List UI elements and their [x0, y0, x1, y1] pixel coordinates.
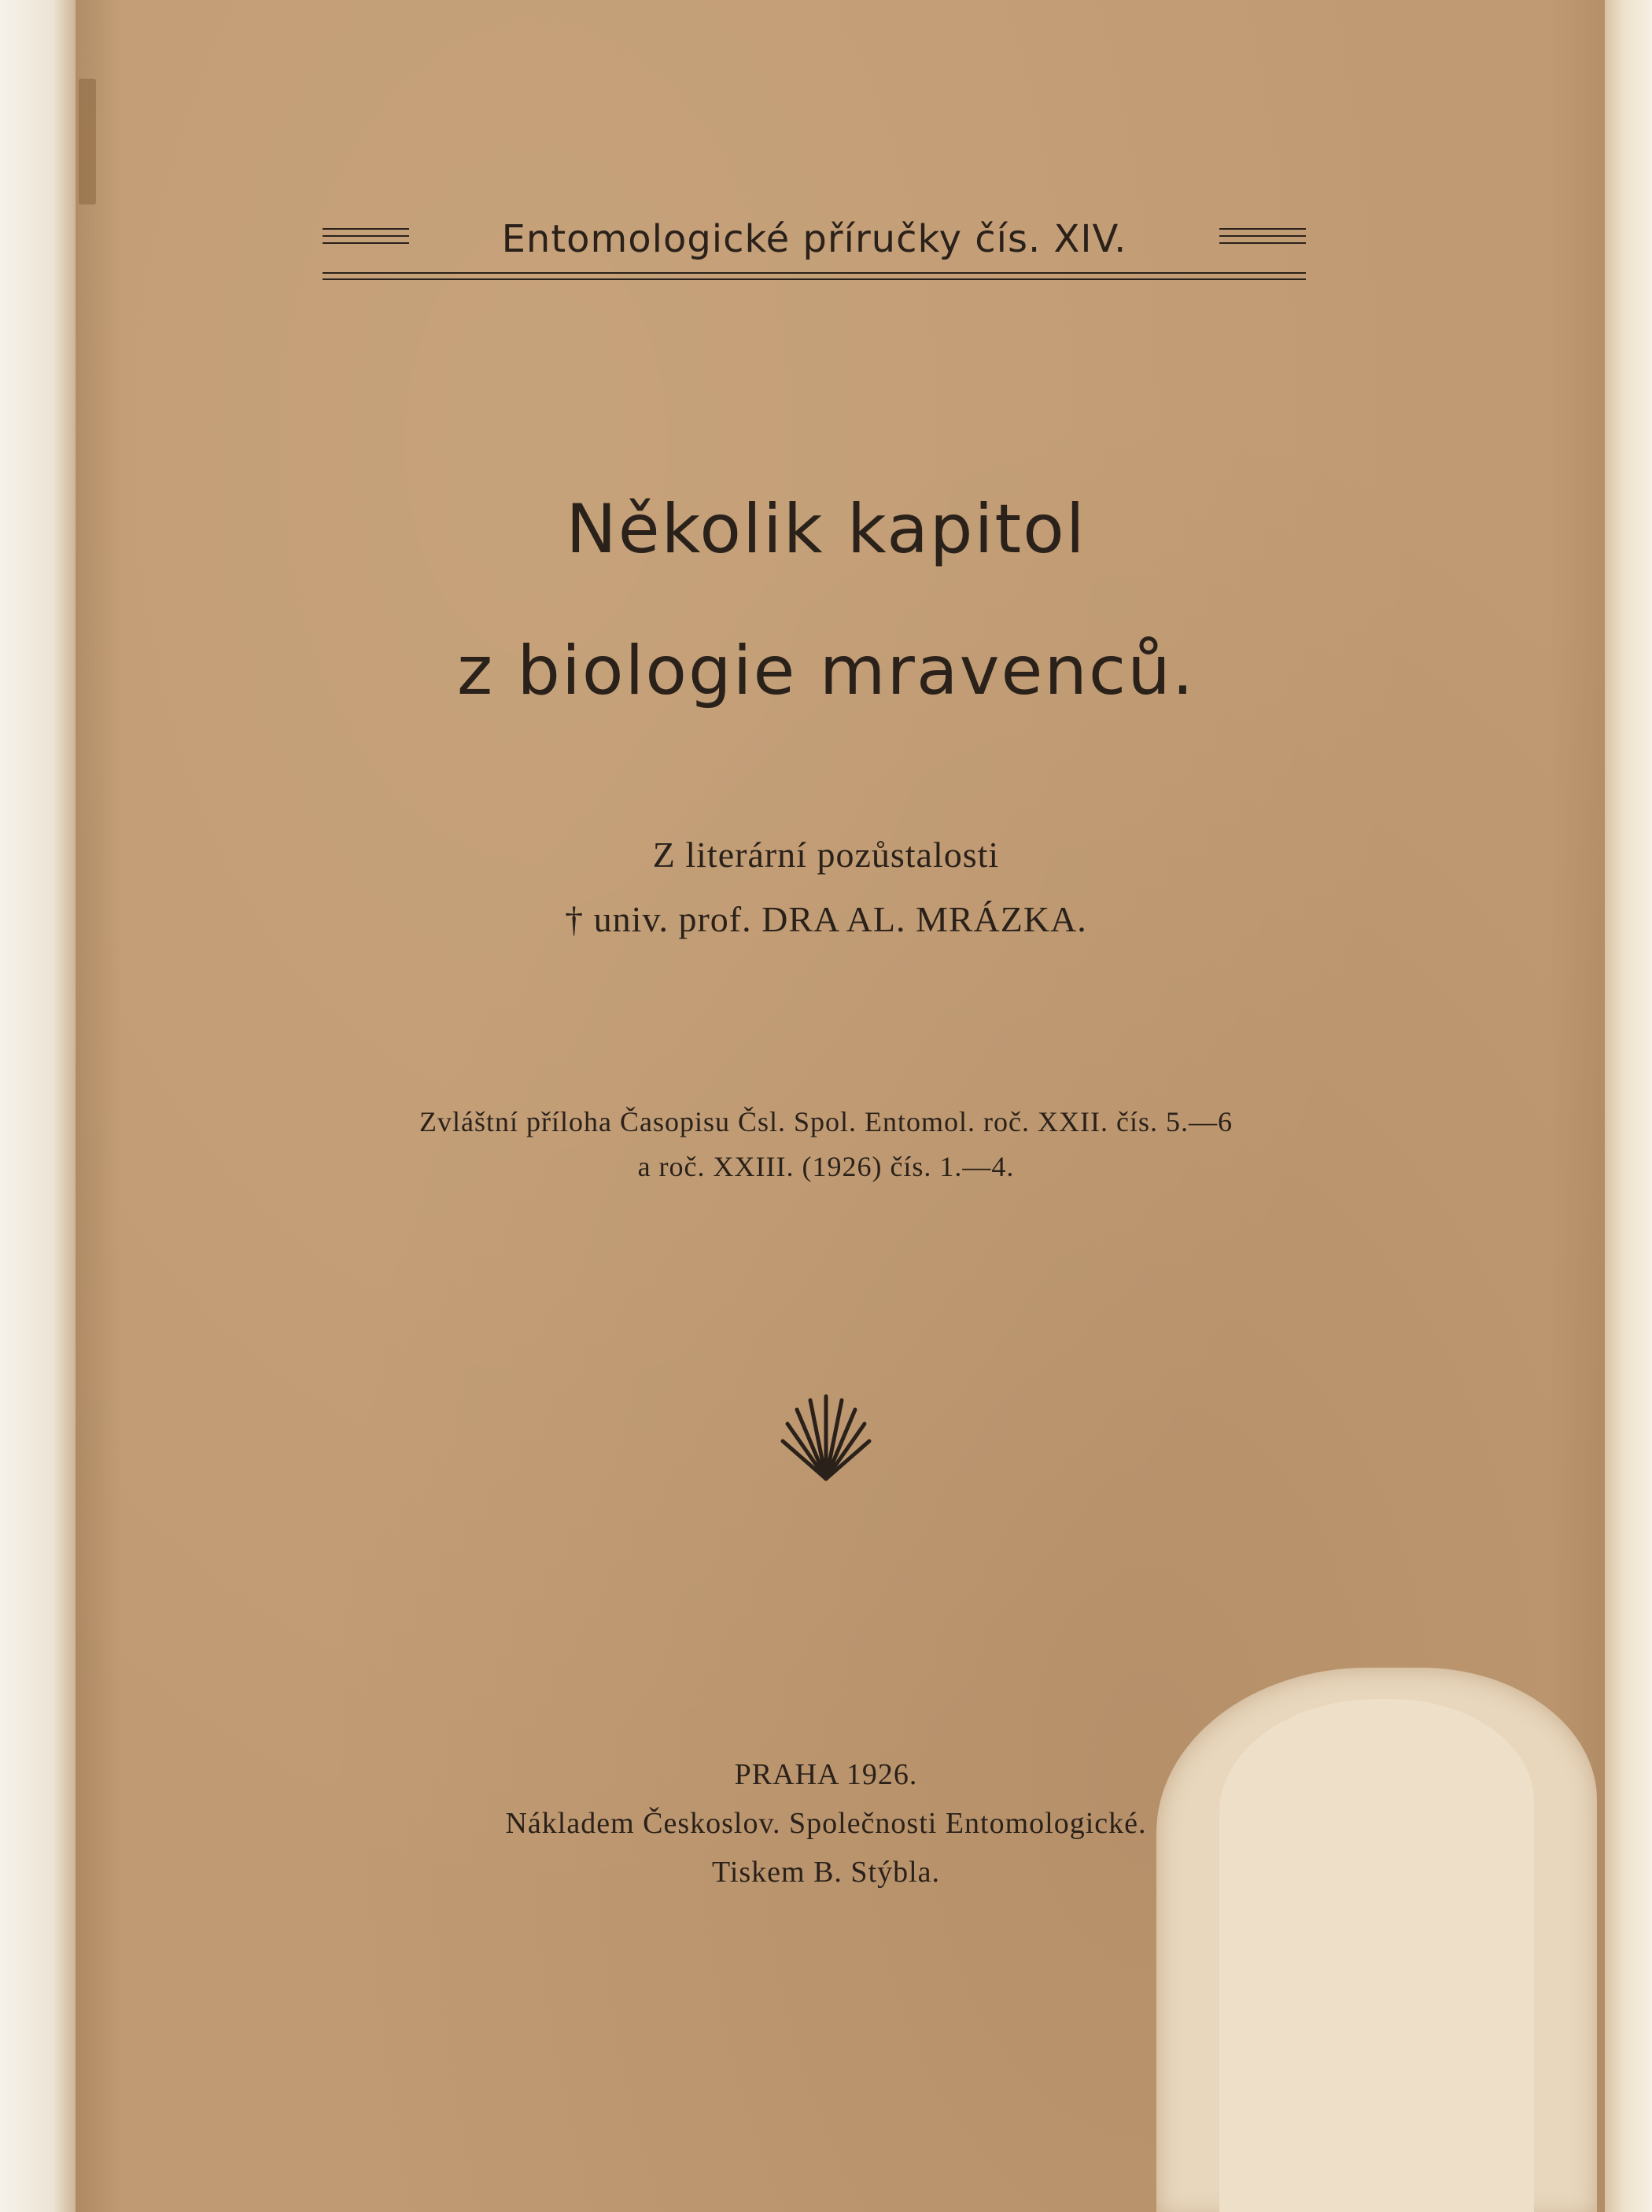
supplement-note-line-2: a roč. XXIII. (1926) čís. 1.—4. — [637, 1151, 1015, 1182]
supplement-note-line-1: Zvláštní příloha Časopisu Čsl. Spol. Entomol. roč. XXII. čís. 5.—6 — [419, 1106, 1233, 1137]
subtitle-line-2: † univ. prof. DRA AL. MRÁZKA. — [565, 899, 1087, 939]
shell-ornament-icon — [775, 1392, 877, 1491]
imprint-place-year: PRAHA 1926. — [734, 1758, 918, 1791]
spine-tear — [79, 79, 96, 205]
scan-background-left — [0, 0, 76, 2212]
series-underline-second — [323, 278, 1306, 280]
series-title: Entomologické příručky čís. XIV. — [501, 217, 1127, 261]
series-header — [323, 211, 1306, 282]
subtitle-line-1: Z literární pozůstalosti — [652, 835, 1000, 875]
title-line-2: z biologie mravenců. — [456, 632, 1196, 710]
series-underline — [323, 272, 1306, 274]
imprint-publisher: Nákladem Českoslov. Společnosti Entomologické. — [505, 1807, 1147, 1840]
page-edges — [1605, 0, 1652, 2212]
imprint-printer: Tiskem B. Stýbla. — [711, 1856, 941, 1889]
title-line-1: Několik kapitol — [566, 490, 1086, 569]
